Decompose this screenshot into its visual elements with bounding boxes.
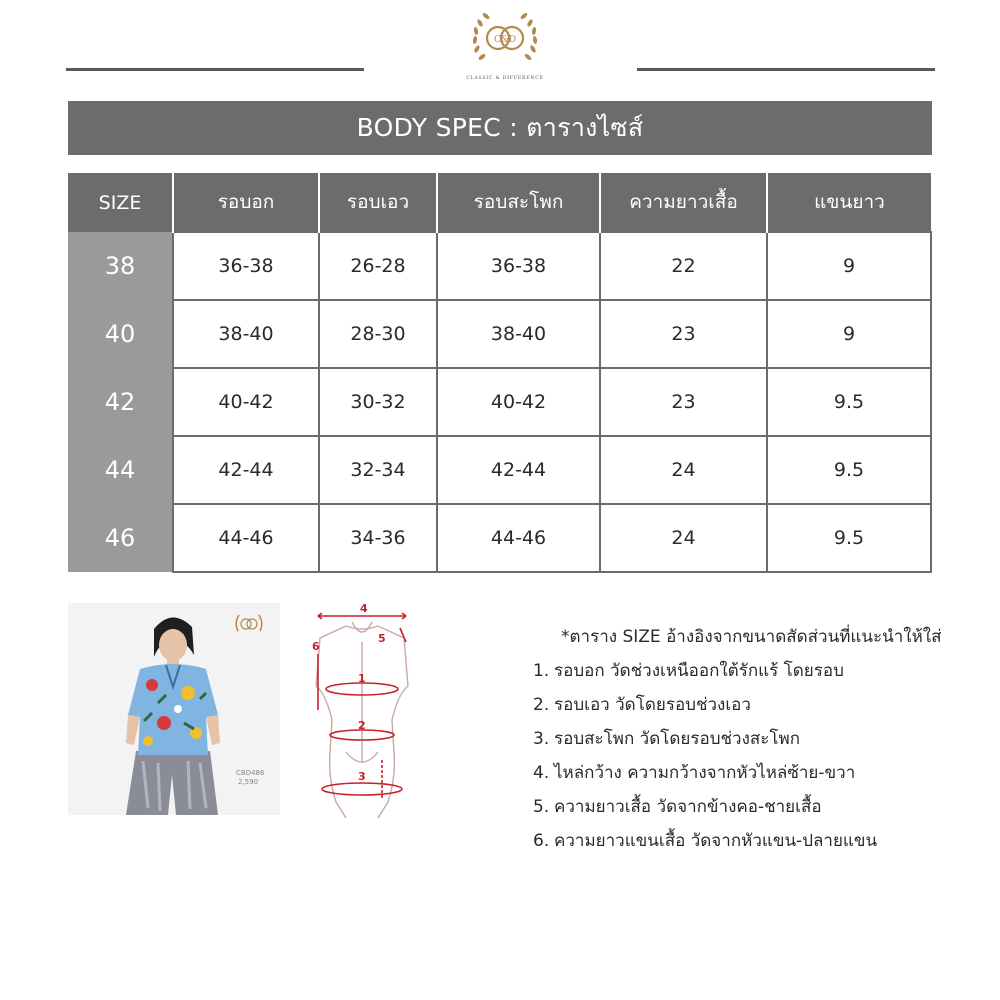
measurement-notes [533, 620, 963, 858]
note-number: 2. [533, 695, 550, 715]
diagram-label-5: 5 [378, 632, 386, 645]
size-cell: 44 [68, 436, 173, 504]
waist-cell: 30-32 [319, 368, 437, 436]
diagram-label-3: 3 [358, 770, 366, 783]
measurement-diagram [306, 602, 418, 822]
size-cell: 46 [68, 504, 173, 572]
hip-cell: 42-44 [437, 436, 600, 504]
waist-cell: 32-34 [319, 436, 437, 504]
size-table [68, 173, 932, 573]
header-chest: รอบอก [173, 173, 319, 232]
note-text: ความยาวเสื้อ วัดจากข้างคอ-ชายเสื้อ [554, 797, 822, 817]
note-text: รอบอก วัดช่วงเหนืออกใต้รักแร้ โดยรอบ [554, 661, 844, 681]
hip-cell: 40-42 [437, 368, 600, 436]
length-cell: 22 [600, 232, 767, 300]
header-rule-left [66, 68, 364, 71]
note-text: ความยาวแขนเสื้อ วัดจากหัวแขน-ปลายแขน [554, 831, 878, 851]
model-shirt [128, 664, 218, 755]
length-cell: 23 [600, 300, 767, 368]
note-item [533, 722, 963, 756]
length-cell: 24 [600, 504, 767, 572]
sleeve-cell: 9.5 [767, 368, 931, 436]
chest-cell: 40-42 [173, 368, 319, 436]
table-row [68, 436, 931, 504]
chest-cell: 38-40 [173, 300, 319, 368]
note-number: 5. [533, 797, 550, 817]
table-row [68, 300, 931, 368]
chest-cell: 36-38 [173, 232, 319, 300]
length-cell: 24 [600, 436, 767, 504]
diagram-label-2: 2 [358, 719, 366, 732]
sleeve-cell: 9 [767, 300, 931, 368]
brand-logo [455, 2, 555, 84]
page-title: BODY SPEC : ตารางไซส์ [68, 101, 932, 155]
note-text: รอบสะโพก วัดโดยรอบช่วงสะโพก [554, 729, 801, 749]
notes-heading: *ตาราง SIZE อ้างอิงจากขนาดสัดส่วนที่แนะนำให้ใส่ [561, 627, 942, 647]
sleeve-cell: 9.5 [767, 436, 931, 504]
size-cell: 40 [68, 300, 173, 368]
header-waist: รอบเอว [319, 173, 437, 232]
waist-cell: 26-28 [319, 232, 437, 300]
note-number: 4. [533, 763, 550, 783]
logo-monogram: C&D [493, 35, 517, 45]
note-number: 1. [533, 661, 550, 681]
note-number: 3. [533, 729, 550, 749]
size-cell: 42 [68, 368, 173, 436]
header-sleeve-length: แขนยาว [767, 173, 931, 232]
product-photo [68, 603, 280, 815]
hip-cell: 44-46 [437, 504, 600, 572]
note-item [533, 756, 963, 790]
note-item [533, 654, 963, 688]
table-row [68, 368, 931, 436]
note-text: รอบเอว วัดโดยรอบช่วงเอว [554, 695, 751, 715]
photo-price: 2,590 [238, 778, 259, 786]
table-header-row [68, 173, 931, 232]
note-number: 6. [533, 831, 550, 851]
table-row [68, 232, 931, 300]
header-shirt-length: ความยาวเสื้อ [600, 173, 767, 232]
diagram-label-1: 1 [358, 672, 366, 685]
note-item [533, 790, 963, 824]
length-cell: 23 [600, 368, 767, 436]
note-item [533, 824, 963, 858]
sleeve-cell: 9 [767, 232, 931, 300]
chest-cell: 42-44 [173, 436, 319, 504]
header-hip: รอบสะโพก [437, 173, 600, 232]
diagram-label-6: 6 [312, 640, 320, 653]
diagram-label-4: 4 [360, 602, 368, 615]
waist-cell: 34-36 [319, 504, 437, 572]
chest-cell: 44-46 [173, 504, 319, 572]
header-rule-right [637, 68, 935, 71]
model-face [159, 629, 187, 661]
header-size: SIZE [68, 173, 173, 232]
logo-tagline: CLASSIC & DIFFERENCE [466, 76, 544, 81]
note-text: ไหล่กว้าง ความกว้างจากหัวไหล่ซ้าย-ขวา [554, 763, 856, 783]
size-cell: 38 [68, 232, 173, 300]
note-item [533, 688, 963, 722]
hip-cell: 36-38 [437, 232, 600, 300]
photo-product-code: CBD486 [236, 769, 265, 777]
hip-cell: 38-40 [437, 300, 600, 368]
waist-cell: 28-30 [319, 300, 437, 368]
sleeve-cell: 9.5 [767, 504, 931, 572]
table-row [68, 504, 931, 572]
